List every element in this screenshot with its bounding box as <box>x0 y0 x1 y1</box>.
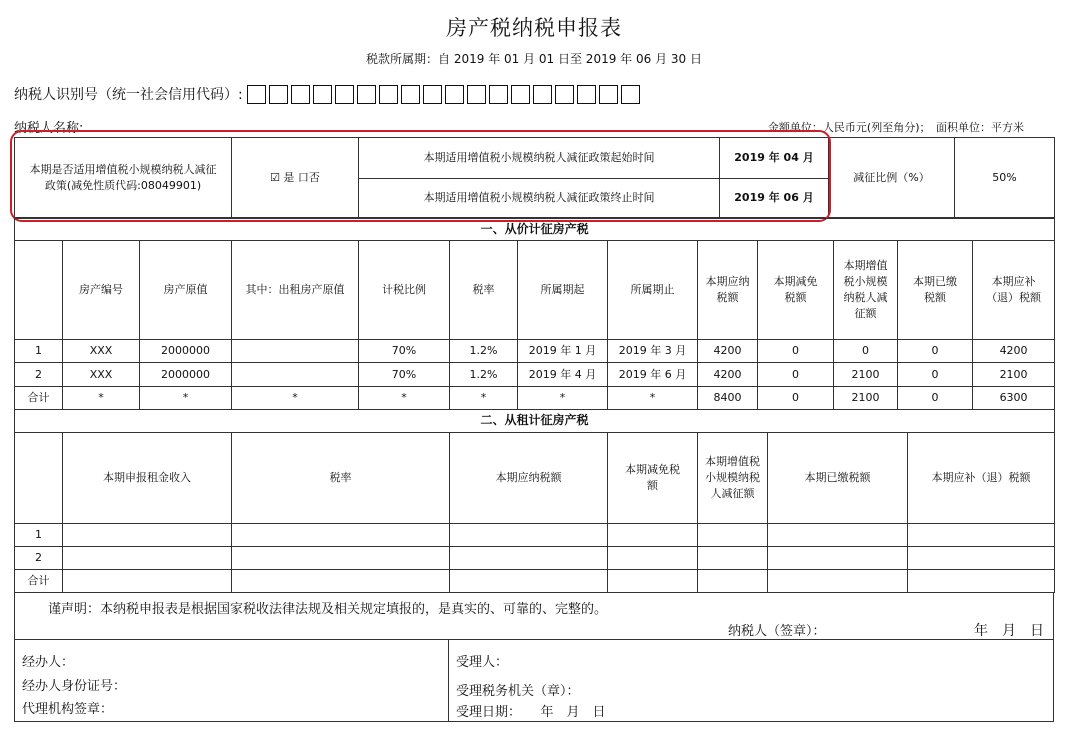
taxpayer-signature[interactable]: 纳税人（签章）： <box>728 624 826 639</box>
s1-header: 本期减免税额 <box>758 241 834 340</box>
s1-cell[interactable]: 2019 年 3 月 <box>608 340 698 363</box>
taxpayer-name-label: 纳税人名称: <box>14 121 84 136</box>
s2-cell: 合计 <box>15 570 63 593</box>
s2-cell: 2 <box>15 547 63 570</box>
s1-cell[interactable]: 1.2% <box>450 363 518 387</box>
s2-cell[interactable] <box>908 570 1055 593</box>
s1-cell: * <box>359 387 450 410</box>
s2-cell: 1 <box>15 524 63 547</box>
s2-header: 本期应纳税额 <box>450 433 608 524</box>
s1-cell[interactable] <box>232 363 359 387</box>
policy-table <box>14 137 1055 218</box>
s1-header: 所属期起 <box>518 241 608 340</box>
s1-header: 本期增值税小规模纳税人减征额 <box>834 241 898 340</box>
table-row <box>15 570 1055 593</box>
s1-cell: * <box>63 387 140 410</box>
s2-header: 本期已缴税额 <box>768 433 908 524</box>
s2-cell[interactable] <box>232 570 450 593</box>
s1-cell[interactable]: 70% <box>359 340 450 363</box>
s1-cell[interactable]: 4200 <box>698 363 758 387</box>
section2-title: 二、从租计征房产税 <box>15 410 1055 433</box>
agent-label[interactable]: 经办人： <box>22 655 75 670</box>
policy-answer-checkbox[interactable]: ☑ 是 口否 <box>232 138 359 218</box>
s1-cell[interactable]: 0 <box>898 340 973 363</box>
section1-title: 一、从价计征房产税 <box>15 219 1055 241</box>
tax-period: 税款所属期：自 2019 年 01 月 01 日至 2019 年 06 月 30 日 <box>366 52 702 66</box>
receiver-label[interactable]: 受理人： <box>456 655 509 670</box>
table-row <box>15 387 1055 410</box>
declaration-date[interactable]: 年 月 日 <box>974 623 1044 639</box>
s1-cell[interactable]: 0 <box>898 387 973 410</box>
taxpayer-id-row <box>14 84 643 104</box>
s1-header: 房产编号 <box>63 241 140 340</box>
s1-cell[interactable]: 2100 <box>834 363 898 387</box>
tax-office-label[interactable]: 受理税务机关（章）： <box>456 684 580 699</box>
s2-cell[interactable] <box>768 570 908 593</box>
s1-cell[interactable]: 70% <box>359 363 450 387</box>
s1-cell[interactable]: 2019 年 6 月 <box>608 363 698 387</box>
s1-cell[interactable]: 0 <box>898 363 973 387</box>
s2-cell[interactable] <box>63 570 232 593</box>
s2-cell[interactable] <box>63 524 232 547</box>
s1-header: 其中：出租房产原值 <box>232 241 359 340</box>
s1-cell[interactable] <box>232 340 359 363</box>
page-title: 房产税纳税申报表 <box>446 16 622 40</box>
reduction-ratio-value[interactable]: 50% <box>955 138 1055 218</box>
s1-cell[interactable]: 2100 <box>834 387 898 410</box>
taxpayer-id-boxes[interactable] <box>247 85 643 104</box>
s2-cell[interactable] <box>608 524 698 547</box>
table-row <box>15 340 1055 363</box>
declaration-text: 谨声明：本纳税申报表是根据国家税收法律法规及相关规定填报的，是真实的、可靠的、完整的。 <box>48 602 608 617</box>
receive-date-label[interactable]: 受理日期： 年 月 日 <box>456 705 606 720</box>
policy-end-value[interactable]: 2019 年 06 月 <box>720 179 829 218</box>
s1-header: 计税比例 <box>359 241 450 340</box>
s2-cell[interactable] <box>908 547 1055 570</box>
s2-cell[interactable] <box>908 524 1055 547</box>
s2-cell[interactable] <box>450 547 608 570</box>
s1-cell[interactable]: 0 <box>758 387 834 410</box>
s1-cell[interactable]: 2019 年 4 月 <box>518 363 608 387</box>
s2-cell[interactable] <box>768 524 908 547</box>
section1-table <box>14 218 1055 410</box>
s1-cell[interactable]: 0 <box>758 340 834 363</box>
s2-header: 税率 <box>232 433 450 524</box>
s1-header: 本期应补（退）税额 <box>973 241 1055 340</box>
table-row <box>15 547 1055 570</box>
taxpayer-id-label: 纳税人识别号（统一社会信用代码）: <box>14 87 243 103</box>
s1-cell: * <box>450 387 518 410</box>
s1-cell[interactable]: 0 <box>834 340 898 363</box>
agency-seal-label[interactable]: 代理机构签章： <box>22 702 114 717</box>
s1-cell[interactable]: 4200 <box>973 340 1055 363</box>
policy-start-label: 本期适用增值税小规模纳税人减征政策起始时间 <box>359 138 720 179</box>
s1-cell[interactable]: 1.2% <box>450 340 518 363</box>
s1-cell: 合计 <box>15 387 63 410</box>
s1-cell: * <box>140 387 232 410</box>
policy-start-value[interactable]: 2019 年 04 月 <box>720 138 829 179</box>
s1-cell: * <box>518 387 608 410</box>
s1-cell[interactable]: 2100 <box>973 363 1055 387</box>
s1-header: 本期应纳税额 <box>698 241 758 340</box>
section2-table <box>14 409 1055 593</box>
s2-cell[interactable] <box>608 570 698 593</box>
s1-cell[interactable]: 6300 <box>973 387 1055 410</box>
s1-cell: * <box>608 387 698 410</box>
s2-cell[interactable] <box>232 524 450 547</box>
s2-cell[interactable] <box>608 547 698 570</box>
s2-header <box>15 433 63 524</box>
s2-cell[interactable] <box>450 524 608 547</box>
s1-cell: * <box>232 387 359 410</box>
s2-cell[interactable] <box>698 547 768 570</box>
s1-cell[interactable]: 2000000 <box>140 363 232 387</box>
s2-cell[interactable] <box>63 547 232 570</box>
s1-cell: 1 <box>15 340 63 363</box>
s1-cell[interactable]: 8400 <box>698 387 758 410</box>
s2-header: 本期增值税小规模纳税人减征额 <box>698 433 768 524</box>
table-row <box>15 363 1055 387</box>
s1-cell[interactable]: XXX <box>63 340 140 363</box>
policy-end-label: 本期适用增值税小规模纳税人减征政策终止时间 <box>359 179 720 218</box>
units-note: 金额单位：人民币元(列至角分)； 面积单位：平方米 <box>767 121 1024 134</box>
s2-header: 本期申报租金收入 <box>63 433 232 524</box>
s2-header: 本期应补（退）税额 <box>908 433 1055 524</box>
s1-cell[interactable]: XXX <box>63 363 140 387</box>
s1-cell[interactable]: 2019 年 1 月 <box>518 340 608 363</box>
s1-header <box>15 241 63 340</box>
s2-cell[interactable] <box>232 547 450 570</box>
s2-cell[interactable] <box>698 570 768 593</box>
policy-question: 本期是否适用增值税小规模纳税人减征政策(减免性质代码:08049901) <box>15 138 232 218</box>
s2-header: 本期减免税额 <box>608 433 698 524</box>
s1-header: 税率 <box>450 241 518 340</box>
s2-cell[interactable] <box>698 524 768 547</box>
s1-header: 本期已缴税额 <box>898 241 973 340</box>
s1-cell: 2 <box>15 363 63 387</box>
s1-cell[interactable]: 4200 <box>698 340 758 363</box>
s2-cell[interactable] <box>768 547 908 570</box>
s2-cell[interactable] <box>450 570 608 593</box>
s1-cell[interactable]: 2000000 <box>140 340 232 363</box>
reduction-ratio-label: 减征比例（%） <box>829 138 955 218</box>
table-row <box>15 524 1055 547</box>
s1-cell[interactable]: 0 <box>758 363 834 387</box>
s1-header: 所属期止 <box>608 241 698 340</box>
s1-header: 房产原值 <box>140 241 232 340</box>
agent-id-label[interactable]: 经办人身份证号： <box>22 679 127 694</box>
